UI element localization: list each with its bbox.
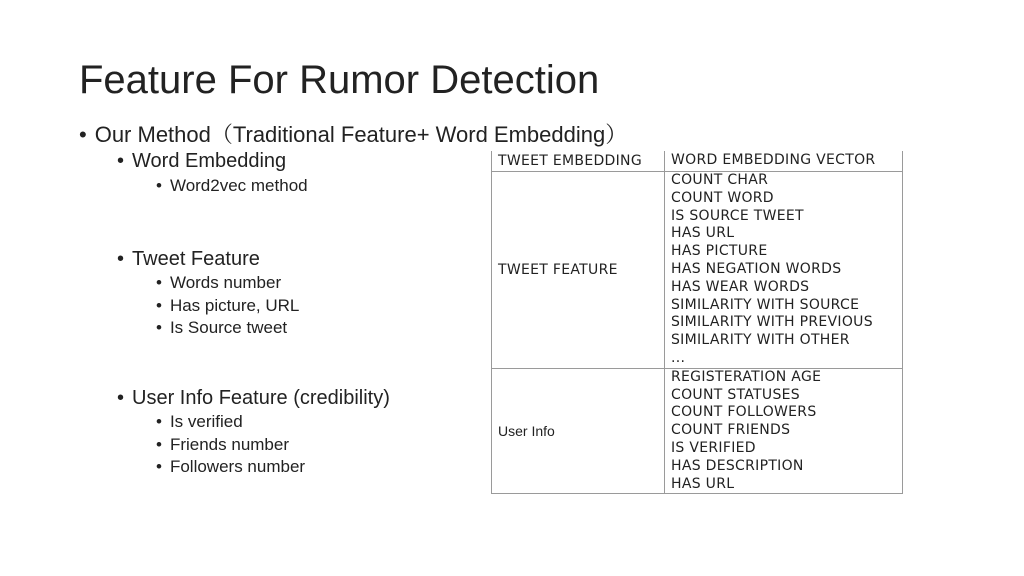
feature-item: IS SOURCE TWEET: [671, 207, 804, 224]
section-item-text: Is verified: [169, 412, 243, 431]
feature-item: SIMILARITY WITH SOURCE: [671, 296, 860, 313]
feature-item: HAS URL: [671, 225, 735, 242]
section-item: [156, 435, 289, 455]
feature-item: IS VERIFIED: [671, 439, 756, 456]
main-bullet-text: Our Method（Traditional Feature+ Word Embedding）: [94, 122, 628, 147]
slide-title: Feature For Rumor Detection: [79, 58, 600, 102]
section-item-text: Friends number: [169, 435, 290, 454]
section-item: [156, 318, 287, 338]
section-item-text: Word2vec method: [169, 176, 308, 195]
section-item: [156, 296, 299, 316]
table-row: [492, 151, 903, 172]
feature-item: HAS PICTURE: [671, 243, 768, 260]
feature-item: COUNT WORD: [671, 189, 774, 206]
table-category-cell: User Info: [492, 368, 665, 494]
table-row: [492, 172, 903, 369]
section-item: [156, 457, 305, 477]
feature-item: WORD EMBEDDING VECTOR: [671, 152, 876, 169]
feature-item: SIMILARITY WITH OTHER: [671, 332, 850, 349]
table-row: [492, 368, 903, 494]
section-heading: Word Embedding: [132, 150, 287, 172]
feature-item: ...: [671, 349, 686, 366]
feature-item: SIMILARITY WITH PREVIOUS: [671, 314, 873, 331]
table-category-cell: TWEET FEATURE: [492, 172, 665, 369]
feature-item: COUNT FOLLOWERS: [671, 404, 817, 421]
section-item-text: Is Source tweet: [169, 318, 288, 337]
feature-item: HAS DESCRIPTION: [671, 457, 804, 474]
main-bullet: [79, 118, 627, 149]
feature-item: HAS URL: [671, 475, 735, 492]
section-item: [156, 412, 243, 432]
section-item-text: Words number: [169, 273, 282, 292]
section-heading: User Info Feature (credibility): [132, 387, 390, 409]
table-features-cell: [665, 368, 903, 494]
section-item: [156, 176, 308, 196]
section-word-embedding: [117, 150, 286, 173]
feature-item: COUNT STATUSES: [671, 386, 800, 403]
table-features-cell: [665, 172, 903, 369]
feature-table: [491, 151, 903, 494]
feature-item: HAS WEAR WORDS: [671, 278, 810, 295]
feature-item: REGISTERATION AGE: [671, 368, 822, 385]
table-category-cell: TWEET EMBEDDING: [492, 151, 665, 172]
section-item-text: Followers number: [169, 457, 306, 476]
section-item-text: Has picture, URL: [169, 296, 300, 315]
table-features-cell: [665, 151, 903, 172]
section-tweet-feature: [117, 248, 260, 271]
feature-item: COUNT FRIENDS: [671, 422, 791, 439]
section-heading: Tweet Feature: [132, 248, 260, 270]
feature-item: HAS NEGATION WORDS: [671, 260, 842, 277]
section-item: [156, 273, 281, 293]
feature-item: COUNT CHAR: [671, 172, 769, 188]
section-user-info: [117, 387, 390, 410]
